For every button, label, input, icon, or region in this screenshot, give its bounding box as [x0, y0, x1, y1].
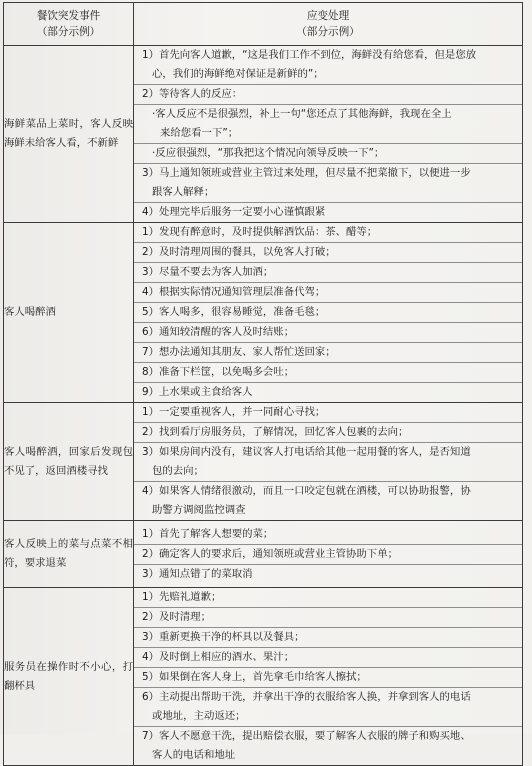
response-cell [134, 588, 523, 766]
table-row [4, 46, 523, 223]
table-row [4, 521, 523, 588]
response-line: 2）等待客人的反应： [134, 85, 522, 105]
response-cell [134, 403, 523, 521]
response-line: 或地址，主动返还； [134, 707, 522, 727]
response-line: 8）准备下栏筐，以免喝多会吐； [134, 363, 522, 383]
response-line: 3）马上通知领班或营业主管过来处理，但尽量不把菜撤下，以便进一步 [142, 167, 471, 179]
table-header-row [4, 3, 523, 46]
response-line: 5）如果倒在客人身上，首先拿毛巾给客人擦拭； [134, 668, 522, 688]
response-line: 3）通知点错了的菜取消 [142, 567, 253, 580]
table-row [4, 588, 523, 766]
response-line: 1）一定要重视客人，并一同耐心寻找； [134, 403, 522, 423]
response-line: 助警方调阅监控调查 [152, 504, 246, 516]
response-line: 来给您看一下”； [134, 124, 522, 144]
response-line: 心，我们的海鲜绝对保证是新鲜的”； [134, 65, 522, 85]
incident-cell: 服务员在操作时不小心，打翻杯具 [4, 588, 134, 766]
response-cell [134, 521, 523, 588]
response-line: 7）想办法通知其朋友、家人帮忙送回家； [134, 343, 522, 363]
incident-cell: 客人喝醉酒，回家后发现包不见了，返回酒楼寻找 [4, 403, 134, 521]
response-line: 3）重新更换干净的杯具以及餐具； [134, 628, 522, 648]
incident-response-table [3, 2, 523, 766]
response-line: 包的去向； [134, 462, 522, 482]
response-line: 1）发现有醉意时，及时提供解酒饮品：茶、醋等； [134, 223, 522, 243]
response-line: 4）处理完毕后服务一定要小心谨慎跟紧 [142, 206, 326, 218]
response-line: 2）找到看厅房服务员，了解情况，回忆客人包裹的去向； [134, 423, 522, 443]
response-line: 3）如果房间内没有，建议客人打电话给其他一起用餐的客人，是否知道 [142, 446, 471, 458]
incident-cell: 客人喝醉酒 [4, 223, 134, 403]
incident-cell: 客人反映上的菜与点菜不相符，要求退菜 [4, 521, 134, 588]
response-cell [134, 46, 523, 223]
table-row [4, 403, 523, 521]
header-response-title: 应变处理 [306, 10, 350, 22]
response-line: 5）客人喝多，很容易睡觉，准备毛毯； [134, 303, 522, 323]
table-row [4, 223, 523, 403]
response-line: 1）首先向客人道歉，“这是我们工作不到位，海鲜没有给您看，但是您放 [142, 49, 477, 61]
header-incident-subtitle: （部分示例） [36, 26, 101, 38]
header-incident-title: 餐饮突发事件 [36, 10, 101, 22]
response-line: 2）及时清理周围的餐具，以免客人打破； [134, 243, 522, 263]
response-line: 2）确定客人的要求后，通知领班或营业主管协助下单； [134, 545, 522, 565]
header-response-subtitle: （部分示例） [296, 26, 360, 38]
response-line: 4）及时倒上相应的酒水、果汁； [134, 648, 522, 668]
response-line: 4）如果客人情绪很激动，而且一口咬定包就在酒楼，可以协助报警，协 [142, 485, 471, 497]
incident-cell: 海鲜菜品上菜时，客人反映海鲜未给客人看，不新鲜 [4, 46, 134, 223]
response-line: 1）首先了解客人想要的菜； [134, 525, 522, 545]
response-line: 跟客人解释； [134, 183, 522, 203]
response-cell [134, 223, 523, 403]
header-incident [4, 3, 134, 46]
response-line: 1）先赔礼道歉； [134, 588, 522, 608]
header-response [134, 3, 523, 46]
response-line: 9）上水果或主食给客人 [142, 386, 253, 398]
response-line: 6）主动提出帮助干洗，并拿出干净的衣服给客人换，并拿到客人的电话 [142, 691, 471, 703]
response-line: 4）根据实际情况通知管理层准备代驾； [134, 283, 522, 303]
response-line: 2）及时清理； [134, 608, 522, 628]
response-line: 6）通知较清醒的客人及时结账； [134, 323, 522, 343]
response-line: 3）尽量不要去为客人加酒； [134, 263, 522, 283]
response-line: ·客人反应不是很强烈，补上一句“您还点了其他海鲜，我现在全上 [152, 108, 452, 120]
response-line: ·反应很强烈，“那我把这个情况向领导反映一下”； [134, 144, 522, 164]
response-line: 客人的电话和地址 [152, 749, 236, 761]
response-line: 7）客人不愿意干洗，提出赔偿衣服，要了解客人衣服的牌子和购买地、 [142, 730, 471, 742]
